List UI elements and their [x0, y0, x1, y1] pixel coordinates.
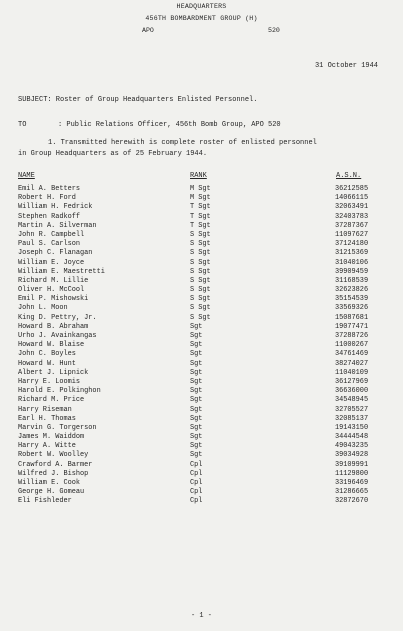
roster-rank: S Sgt [190, 249, 211, 258]
roster-rank: Sgt [190, 405, 203, 414]
roster-asn: 32705527 [335, 405, 369, 414]
table-row [0, 451, 403, 460]
roster-asn: 31040106 [335, 258, 369, 267]
subject-line: SUBJECT: Roster of Group Headquarters Enlisted Personnel. [18, 96, 258, 104]
roster-name: John C. Boyles [18, 350, 76, 359]
roster-rank: Sgt [190, 359, 203, 368]
table-row [0, 350, 403, 359]
roster-asn: 39109991 [335, 460, 369, 469]
roster-name: William E. Maestretti [18, 267, 105, 276]
table-row [0, 203, 403, 212]
roster-rank: S Sgt [190, 313, 211, 322]
to-label: TO [18, 121, 27, 129]
table-row [0, 304, 403, 313]
table-row [0, 259, 403, 268]
roster-name: Richard M. Lillie [18, 276, 89, 285]
roster-name: Emil A. Betters [18, 185, 81, 193]
roster-name: Harry Riseman [18, 405, 72, 414]
roster-name: Howard W. Blaise [18, 341, 85, 350]
roster-rank: S Sgt [190, 230, 211, 239]
table-row [0, 231, 403, 240]
roster-name: Wilfred J. Bishop [18, 469, 89, 478]
apo-number: 520 [268, 27, 280, 34]
table-row [0, 332, 403, 341]
roster-rank: Sgt [190, 423, 203, 432]
roster-asn: 31215369 [335, 249, 369, 258]
letterhead-line-1: HEADQUARTERS [176, 3, 227, 10]
roster-rank: Sgt [190, 368, 203, 377]
roster-name: James M. Waiddom [18, 433, 85, 442]
table-row [0, 323, 403, 332]
roster-rank: Sgt [190, 377, 203, 386]
roster-rank: S Sgt [190, 276, 211, 285]
roster-asn: 36212585 [335, 185, 369, 193]
roster-table [0, 185, 403, 507]
table-row [0, 378, 403, 387]
roster-asn: 34548945 [335, 396, 369, 405]
roster-asn: 32872670 [335, 497, 369, 506]
roster-name: Joseph C. Flanagan [18, 249, 93, 258]
to-recipient: : Public Relations Officer, 456th Bomb Group, APO 520 [58, 121, 281, 129]
table-row [0, 295, 403, 304]
roster-asn: 33569326 [335, 304, 369, 313]
roster-name: Harry E. Loomis [18, 377, 81, 386]
column-header-name: NAME [18, 172, 35, 180]
roster-asn: 19077471 [335, 322, 369, 331]
roster-asn: 15087681 [335, 313, 369, 322]
apo-label: APO [142, 27, 154, 34]
roster-asn: 31168539 [335, 276, 369, 285]
roster-rank: S Sgt [190, 295, 211, 304]
roster-asn: 36636000 [335, 387, 369, 396]
table-row [0, 396, 403, 405]
roster-name: George H. Gomeau [18, 488, 85, 497]
roster-name: Richard M. Price [18, 396, 85, 405]
roster-asn: 11097627 [335, 230, 369, 239]
roster-asn: 37124180 [335, 240, 369, 249]
roster-asn: 11040109 [335, 368, 369, 377]
table-row [0, 341, 403, 350]
roster-name: Martin A. Silverman [18, 221, 97, 230]
roster-rank: Sgt [190, 332, 203, 340]
roster-asn: 34761469 [335, 350, 369, 359]
table-row [0, 277, 403, 286]
table-row [0, 406, 403, 415]
roster-asn: 11000267 [335, 341, 369, 350]
letterhead-line-2: 456TH BOMBARDMENT GROUP (H) [145, 15, 258, 22]
roster-name: William H. Fedrick [18, 203, 93, 212]
table-row [0, 433, 403, 442]
roster-rank: Cpl [190, 488, 203, 497]
roster-name: John R. Campbell [18, 230, 85, 239]
roster-rank: M Sgt [190, 185, 211, 193]
table-row [0, 479, 403, 488]
table-row [0, 442, 403, 451]
roster-rank: Cpl [190, 460, 203, 469]
roster-rank: T Sgt [190, 221, 211, 230]
roster-asn: 32623826 [335, 286, 369, 295]
roster-asn: 35154539 [335, 295, 369, 304]
roster-rank: Cpl [190, 479, 203, 487]
roster-asn: 37288726 [335, 332, 369, 340]
roster-name: Harold E. Polkinghon [18, 387, 101, 396]
table-row [0, 185, 403, 194]
table-row [0, 488, 403, 497]
roster-name: Oliver H. McCool [18, 286, 85, 295]
roster-rank: S Sgt [190, 258, 211, 267]
roster-rank: Cpl [190, 497, 203, 506]
roster-name: Marvin G. Torgerson [18, 423, 97, 432]
roster-rank: T Sgt [190, 203, 211, 212]
roster-asn: 33196469 [335, 479, 369, 487]
page-number: - 1 - [190, 612, 212, 620]
roster-rank: T Sgt [190, 212, 211, 221]
column-header-rank: RANK [190, 172, 207, 180]
table-row [0, 213, 403, 222]
roster-rank: S Sgt [190, 240, 211, 249]
column-header-asn: A.S.N. [336, 172, 362, 180]
roster-name: Eli Fishleder [18, 497, 72, 506]
table-row [0, 222, 403, 231]
document-date: 31 October 1944 [314, 62, 378, 70]
table-row [0, 194, 403, 203]
table-row [0, 424, 403, 433]
table-row [0, 415, 403, 424]
roster-name: William E. Joyce [18, 258, 85, 267]
roster-name: Earl H. Thomas [18, 414, 76, 423]
roster-rank: Sgt [190, 414, 203, 423]
roster-name: Howard B. Abraham [18, 322, 89, 331]
roster-rank: Sgt [190, 433, 203, 442]
roster-name: Howard W. Hunt [18, 359, 76, 368]
table-row [0, 268, 403, 277]
roster-rank: Sgt [190, 350, 203, 359]
table-row [0, 369, 403, 378]
roster-asn: 49043235 [335, 442, 369, 451]
roster-asn: 31286665 [335, 488, 369, 497]
table-row [0, 286, 403, 295]
roster-name: Harry A. Witte [18, 442, 76, 451]
roster-name: John L. Moon [18, 304, 68, 313]
roster-rank: S Sgt [190, 267, 211, 276]
table-row [0, 249, 403, 258]
roster-asn: 38274027 [335, 359, 369, 368]
roster-rank: Sgt [190, 442, 203, 451]
roster-rank: S Sgt [190, 286, 211, 295]
table-row [0, 240, 403, 249]
roster-name: Stephen Radkoff [18, 212, 81, 221]
roster-name: Urho J. Avainkangas [18, 332, 97, 340]
roster-rank: Sgt [190, 396, 203, 405]
roster-name: King D. Pettry, Jr. [18, 313, 97, 322]
roster-asn: 19143150 [335, 423, 369, 432]
table-row [0, 470, 403, 479]
roster-asn: 36127969 [335, 377, 369, 386]
roster-name: Robert H. Ford [18, 194, 76, 203]
roster-rank: Sgt [190, 451, 203, 460]
roster-name: Robert W. Woolley [18, 451, 89, 460]
roster-asn: 32403783 [335, 212, 369, 221]
body-paragraph-line-1: 1. Transmitted herewith is complete roster of enlisted personnel [48, 139, 317, 147]
roster-asn: 32085137 [335, 414, 369, 423]
roster-name: Paul S. Carlson [18, 240, 81, 249]
roster-asn: 32063491 [335, 203, 369, 212]
roster-rank: Sgt [190, 387, 203, 396]
roster-asn: 39909459 [335, 267, 369, 276]
roster-asn: 14066115 [335, 194, 369, 203]
roster-rank: Sgt [190, 322, 203, 331]
roster-asn: 39034928 [335, 451, 369, 460]
roster-asn: 34444548 [335, 433, 369, 442]
table-row [0, 360, 403, 369]
roster-name: Albert J. Lipnick [18, 368, 89, 377]
table-row [0, 314, 403, 323]
table-row [0, 387, 403, 396]
roster-name: Emil P. Mishowski [18, 295, 89, 304]
roster-rank: M Sgt [190, 194, 211, 203]
roster-asn: 37287367 [335, 221, 369, 230]
body-paragraph-line-2: in Group Headquarters as of 25 February 1944. [18, 150, 208, 158]
roster-rank: Sgt [190, 341, 203, 350]
roster-name: William E. Cook [18, 479, 81, 487]
roster-name: Crawford A. Barmer [18, 460, 93, 469]
roster-asn: 11129800 [335, 469, 369, 478]
table-row [0, 461, 403, 470]
roster-rank: Cpl [190, 469, 203, 478]
table-row [0, 497, 403, 506]
roster-rank: S Sgt [190, 304, 211, 313]
